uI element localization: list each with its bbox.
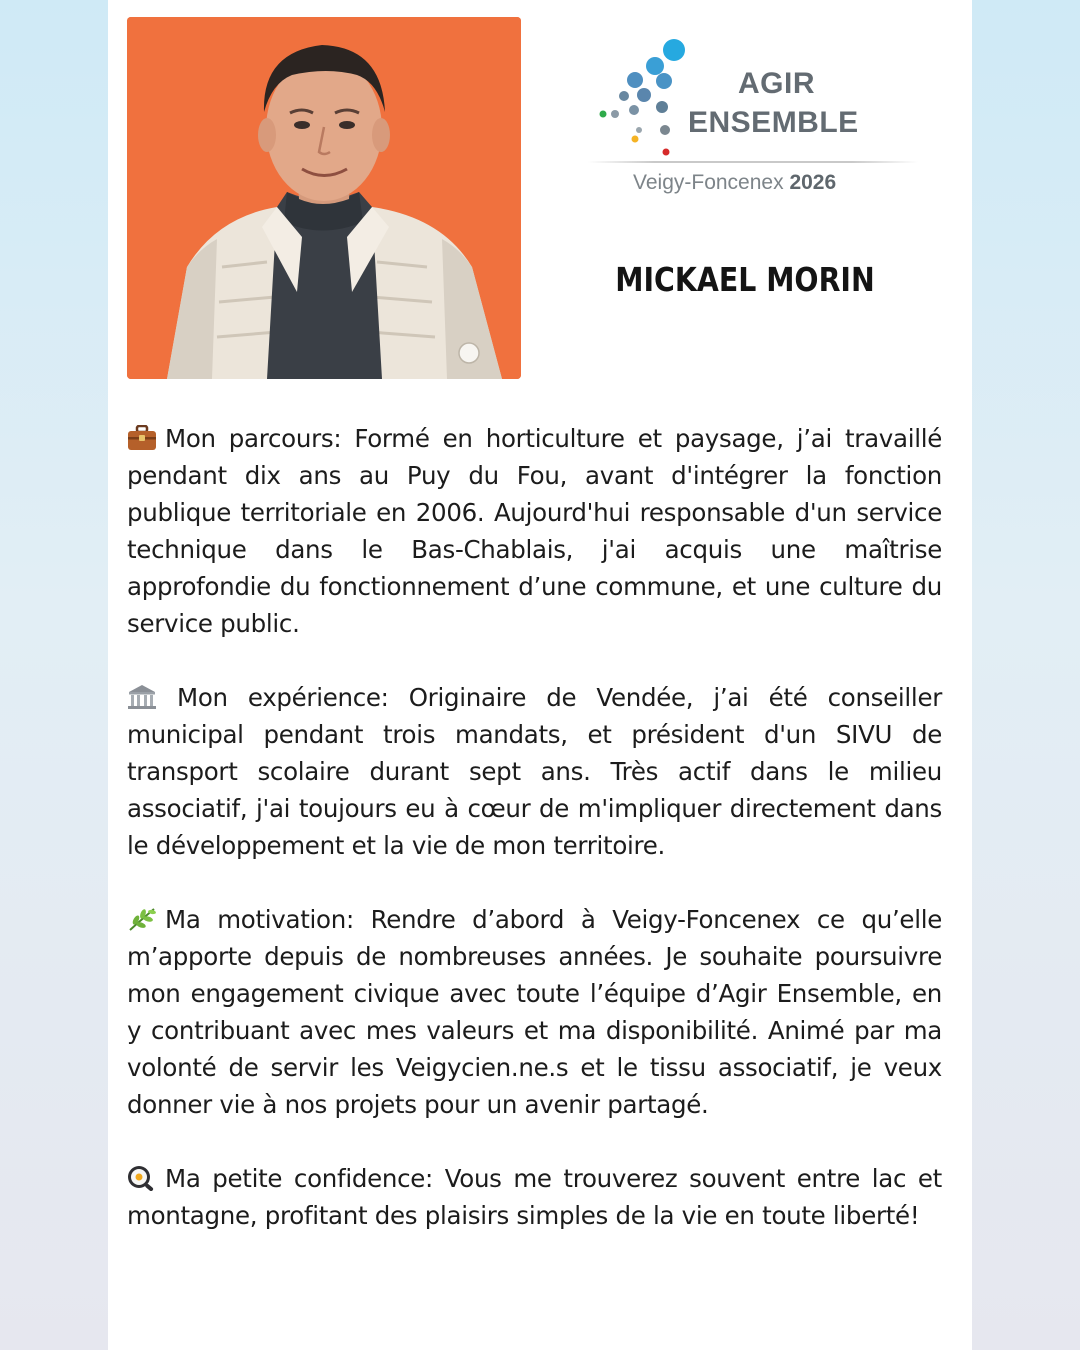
- logo-place: Veigy-Foncenex: [633, 171, 784, 194]
- herb-icon: [127, 905, 157, 931]
- logo-year: 2026: [789, 171, 837, 194]
- section-experience: [127, 679, 942, 864]
- section-confidence: [127, 1160, 942, 1234]
- profile-card: [108, 0, 972, 1350]
- portrait-photo: [127, 17, 521, 379]
- right-background-panel: [972, 0, 1080, 1350]
- logo-divider: [588, 161, 918, 163]
- section-text: Ma petite confidence: Vous me trouverez souvent entre lac et montagne, profitant des plaisirs simples de la vie en toute liberté!: [127, 1164, 942, 1230]
- section-motivation: [127, 901, 942, 1123]
- classical-building-icon: [127, 683, 157, 709]
- logo-dots-icon: [588, 32, 688, 157]
- briefcase-icon: [127, 424, 157, 450]
- section-text: Mon parcours: Formé en horticulture et paysage, j’ai travaillé pendant dix ans au Puy du Fou, avant d'intégrer la fonction publique territoriale en 2006. Aujourd'hui responsable d'un service technique dans le Bas-Chablais, j'ai acquis une maîtrise approfondie du fonctionnement d’une commune, et une culture du service public.: [127, 424, 942, 638]
- section-text: Ma motivation: Rendre d’abord à Veigy-Foncenex ce qu’elle m’apporte depuis de nombreuses années. Je souhaite poursuivre mon engagement civique avec toute l’équipe d’Agir Ensemble, en y contribuant avec mes valeurs et ma disponibilité. Animé par ma volonté de servir les Veigycien.ne.s et le tissu associatif, je veux donner vie à nos projets pour un avenir partagé.: [127, 905, 942, 1119]
- bio-content: [127, 420, 942, 1271]
- section-text: Mon expérience: Originaire de Vendée, j’ai été conseiller municipal pendant trois mandats, et président d'un SIVU de transport scolaire durant sept ans. Très actif dans le milieu associatif, j'ai toujours eu à cœur de m'impliquer directement dans le développement et la vie de mon territoire.: [127, 683, 942, 860]
- left-background-panel: [0, 0, 108, 1350]
- section-parcours: [127, 420, 942, 642]
- logo-word-agir: AGIR: [738, 67, 815, 100]
- logo-word-ensemble: ENSEMBLE: [688, 106, 859, 139]
- logo-subtitle: [633, 171, 836, 195]
- agir-ensemble-logo: [588, 32, 928, 207]
- candidate-name: MICKAEL MORIN: [615, 260, 875, 299]
- frying-pan-egg-icon: [127, 1164, 157, 1190]
